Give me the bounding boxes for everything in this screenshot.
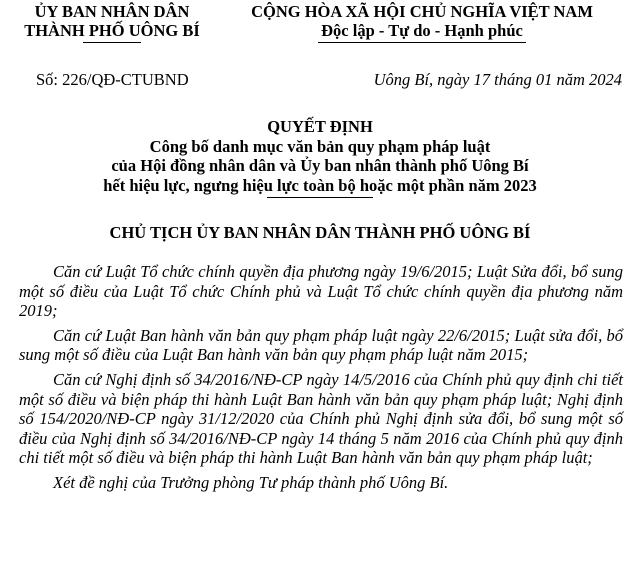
decision-subtitle-1: Công bố danh mục văn bản quy phạm pháp luật	[149, 136, 491, 156]
authority-underline	[83, 42, 141, 43]
place-and-date: Uông Bí, ngày 17 tháng 01 năm 2024	[373, 70, 622, 89]
motto: Độc lập - Tự do - Hạnh phúc	[321, 21, 523, 40]
authority-line-1: ỦY BAN NHÂN DÂN	[34, 2, 190, 21]
issuing-authority	[12, 2, 212, 43]
paragraph: Căn cứ Nghị định số 34/2016/NĐ-CP ngày 14/5/2016 của Chính phủ quy định chi tiết một số điều và biện pháp thi hành Luật Ban hành văn bản quy phạm pháp luật; Nghị định số 154/2020/NĐ-CP ngày 31/12/2020 của Chính phủ Nghị định sửa đổi, bổ sung một số điều của Nghị định số 34/2016/NĐ-CP ngày 14 tháng 5 năm 2016 của Chính phủ quy định chi tiết một số điều và biện pháp thi hành Luật Ban hành văn bản quy phạm pháp luật;	[19, 369, 623, 468]
authority-line-2: THÀNH PHỐ UÔNG BÍ	[24, 21, 200, 40]
paragraph: Căn cứ Luật Tổ chức chính quyền địa phương ngày 19/6/2015; Luật Sửa đổi, bổ sung một số điều của Luật Tổ chức Chính phủ và Luật Tổ chức chính quyền địa phương năm 2019;	[19, 262, 623, 321]
decision-subtitle-2: của Hội đồng nhân dân và Ủy ban nhân thành phố Uông Bí	[111, 156, 529, 175]
paragraph: Xét đề nghị của Trưởng phòng Tư pháp thành phố Uông Bí.	[53, 472, 449, 492]
national-motto	[212, 2, 632, 43]
motto-underline	[318, 42, 526, 43]
document-number: Số: 226/QĐ-CTUBND	[36, 70, 189, 89]
decision-heading	[0, 117, 640, 198]
document-header	[0, 0, 640, 60]
decision-subtitle-3: hết hiệu lực, ngưng hiệu lực toàn bộ hoặc một phần năm 2023	[103, 175, 537, 195]
paragraph: Căn cứ Luật Ban hành văn bản quy phạm pháp luật ngày 22/6/2015; Luật sửa đổi, bổ sung một số điều của Luật Ban hành văn bản quy phạm pháp luật năm 2015;	[19, 325, 623, 365]
chairman-heading: CHỦ TỊCH ỦY BAN NHÂN DÂN THÀNH PHỐ UÔNG BÍ	[109, 223, 531, 242]
country-name: CỘNG HÒA XÃ HỘI CHỦ NGHĨA VIỆT NAM	[251, 2, 593, 21]
decision-underline	[267, 197, 373, 198]
decision-title: QUYẾT ĐỊNH	[267, 117, 373, 136]
document-body	[19, 262, 623, 498]
reference-line	[0, 70, 640, 90]
